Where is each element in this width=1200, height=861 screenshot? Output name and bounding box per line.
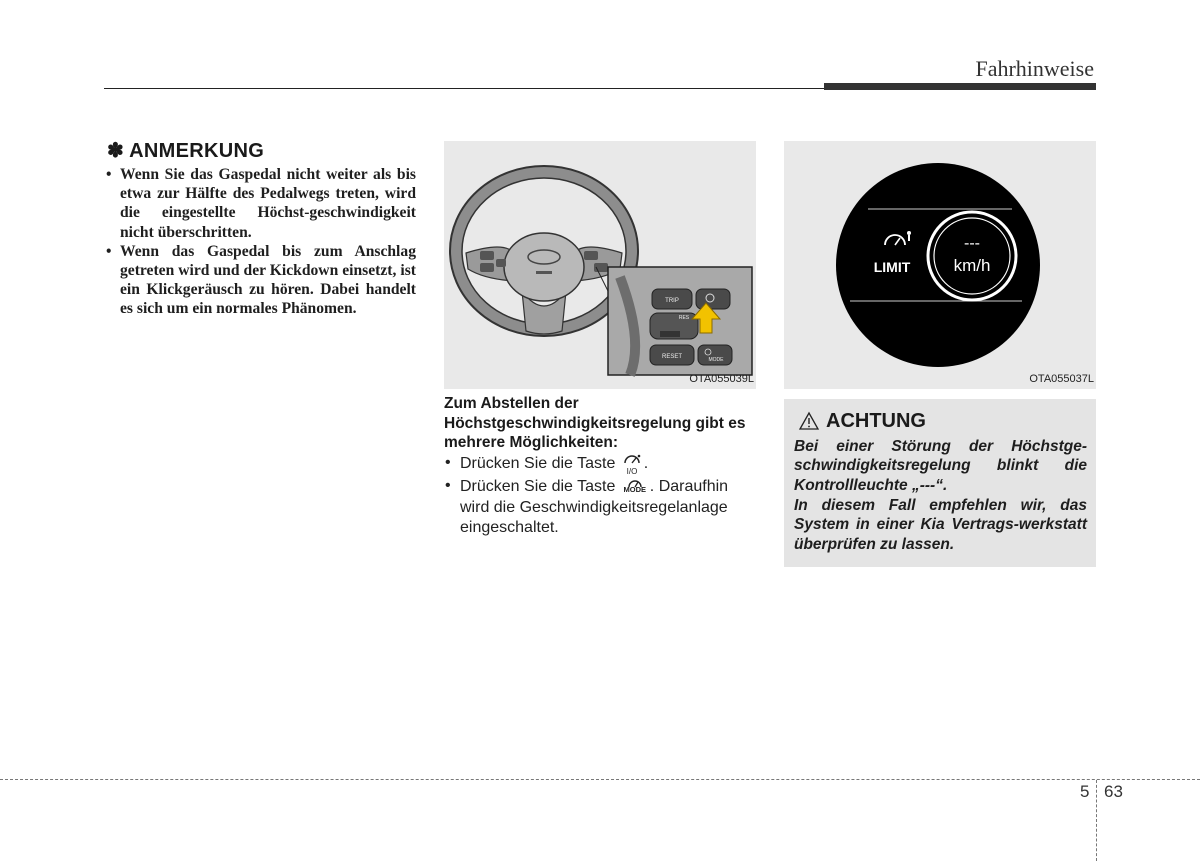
limit-label: LIMIT [873, 259, 911, 275]
warning-paragraph: Bei einer Störung der Höchstge-schwindigkeitsregelung blinkt die Kontrollleuchte „---“. [794, 438, 1087, 494]
chapter-number: 5 [1080, 782, 1090, 801]
mode-button-label: MODE [708, 357, 724, 363]
instruction-item [444, 453, 756, 475]
speed-limiter-switch-icon [622, 453, 642, 475]
warning-paragraph: In diesem Fall empfehlen wir, das System in einer Kia Vertrags-werkstatt überprüfen zu lassen. [794, 497, 1087, 553]
warning-heading: ACHTUNG [826, 410, 926, 432]
warning-triangle-icon [798, 411, 820, 431]
figure-code: OTA055037L [1029, 373, 1094, 385]
mode-button-icon [622, 476, 648, 498]
svg-text:I/O: I/O [626, 467, 638, 475]
trip-button-label: TRIP [665, 298, 679, 304]
note-heading: ✽ ANMERKUNG [107, 140, 265, 162]
limit-display-illustration [784, 141, 1096, 389]
instruction-item [444, 476, 756, 537]
instruction-text: . Daraufhin wird die Geschwindigkeitsregelanlage eingeschaltet. [460, 478, 729, 536]
instruction-text: Drücken Sie die Taste [460, 478, 616, 496]
section-heading: Zum Abstellen der Höchstgeschwindigkeitsregelung gibt es mehrere Möglichkeiten: [444, 395, 746, 451]
note-item: • Wenn Sie das Gaspedal nicht weiter als bis etwa zur Hälfte des Pedalwegs treten, wird die eingestellte Höchst-geschwindigkeit nicht überschritten. [104, 165, 416, 242]
instruction-text: . [643, 455, 649, 473]
reset-button-label: RESET [661, 354, 683, 360]
steering-wheel-figure [444, 141, 756, 389]
steering-wheel-illustration [444, 141, 756, 389]
page-number: 63 [1104, 782, 1123, 801]
figure-code: OTA055039L [689, 373, 754, 385]
instruction-text: Drücken Sie die Taste [460, 455, 616, 473]
mode-icon-label: MODE [623, 485, 647, 495]
page-header-title: Fahrhinweise [975, 56, 1094, 81]
note-list [104, 165, 416, 319]
cluster-display-figure [784, 141, 1096, 389]
speed-unit: km/h [953, 256, 991, 275]
header-rule [104, 88, 825, 89]
footer-divider [0, 779, 1200, 780]
note-item: • Wenn das Gaspedal bis zum Anschlag getreten wird und der Kickdown einsetzt, ist ein Klickgeräusch zu hören. Dabei handelt es sich um ein normales Phänomen. [104, 242, 416, 319]
speed-value: --- [964, 235, 980, 252]
footer-vertical-divider [1096, 780, 1097, 861]
res-button-label: RES [678, 315, 690, 321]
instruction-list [444, 453, 756, 538]
header-bar [824, 83, 1096, 90]
